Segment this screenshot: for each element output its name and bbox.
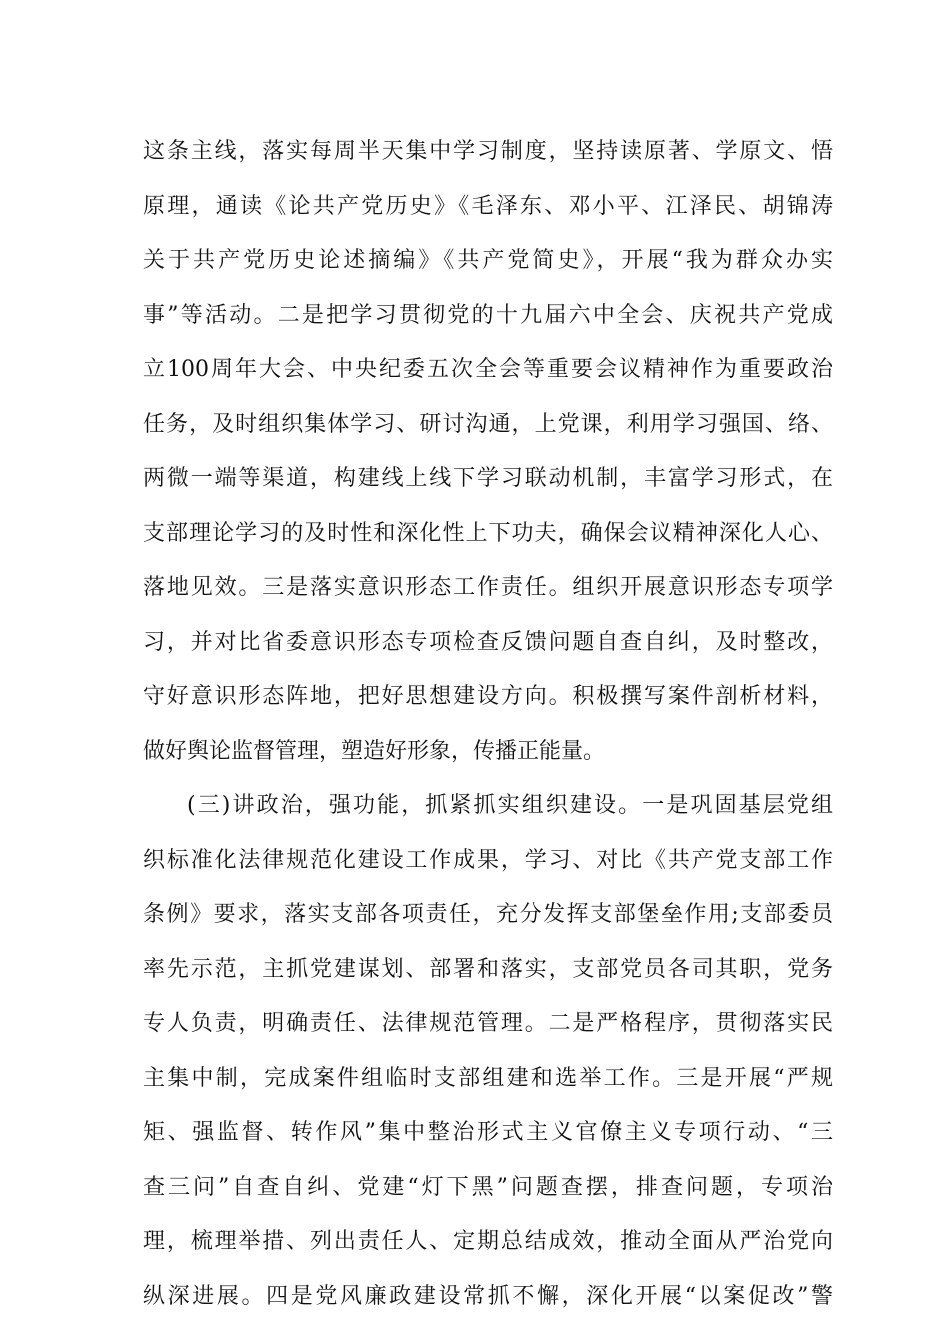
text-line: 矩、强监督、转作风”集中整治形式主义官僚主义专项行动、“三 — [143, 1120, 833, 1145]
text-line: 支部理论学习的及时性和深化性上下功夫，确保会议精神深化人心、 — [143, 521, 833, 546]
text-line: 立100周年大会、中央纪委五次全会等重要会议精神作为重要政治 — [143, 357, 833, 382]
text-line: 理，梳理举措、列出责任人、定期总结成效，推动全面从严治党向 — [143, 1229, 833, 1254]
text-line: 率先示范，主抓党建谋划、部署和落实，支部党员各司其职，党务 — [143, 957, 833, 982]
text-line: 纵深进展。四是党风廉政建设常抓不懈，深化开展“以案促改”警 — [143, 1284, 833, 1309]
text-line: 两微一端等渠道，构建线上线下学习联动机制，丰富学习形式，在 — [143, 466, 833, 491]
text-line: 查三问”自查自纠、党建“灯下黑”问题查摆，排查问题，专项治 — [143, 1175, 833, 1200]
text-line: 落地见效。三是落实意识形态工作责任。组织开展意识形态专项学 — [143, 575, 833, 600]
text-line: 原理，通读《论共产党历史》《毛泽东、邓小平、江泽民、胡锦涛 — [143, 194, 833, 219]
section-heading-line: (三)讲政治，强功能，抓紧抓实组织建设。一是巩固基层党组 — [187, 793, 833, 818]
text-line: 主集中制，完成案件组临时支部组建和选举工作。三是开展“严规 — [143, 1066, 833, 1091]
text-line: 织标准化法律规范化建设工作成果，学习、对比《共产党支部工作 — [143, 848, 833, 873]
text-line: 关于共产党历史论述摘编》《共产党简史》，开展“我为群众办实 — [143, 248, 833, 273]
text-line: 守好意识形态阵地，把好思想建设方向。积极撰写案件剖析材料， — [143, 684, 833, 709]
text-line: 任务，及时组织集体学习、研讨沟通，上党课，利用学习强国、络、 — [143, 412, 833, 437]
text-line: 专人负责，明确责任、法律规范管理。二是严格程序，贯彻落实民 — [143, 1011, 833, 1036]
text-line: 这条主线，落实每周半天集中学习制度，坚持读原著、学原文、悟 — [143, 139, 833, 164]
text-line-paragraph-end: 做好舆论监督管理，塑造好形象，传播正能量。 — [143, 739, 606, 764]
text-line: 条例》要求，落实支部各项责任，充分发挥支部堡垒作用;支部委员 — [143, 902, 833, 927]
text-line: 习，并对比省委意识形态专项检查反馈问题自查自纠，及时整改， — [143, 630, 833, 655]
text-line: 事”等活动。二是把学习贯彻党的十九届六中全会、庆祝共产党成 — [143, 303, 833, 328]
